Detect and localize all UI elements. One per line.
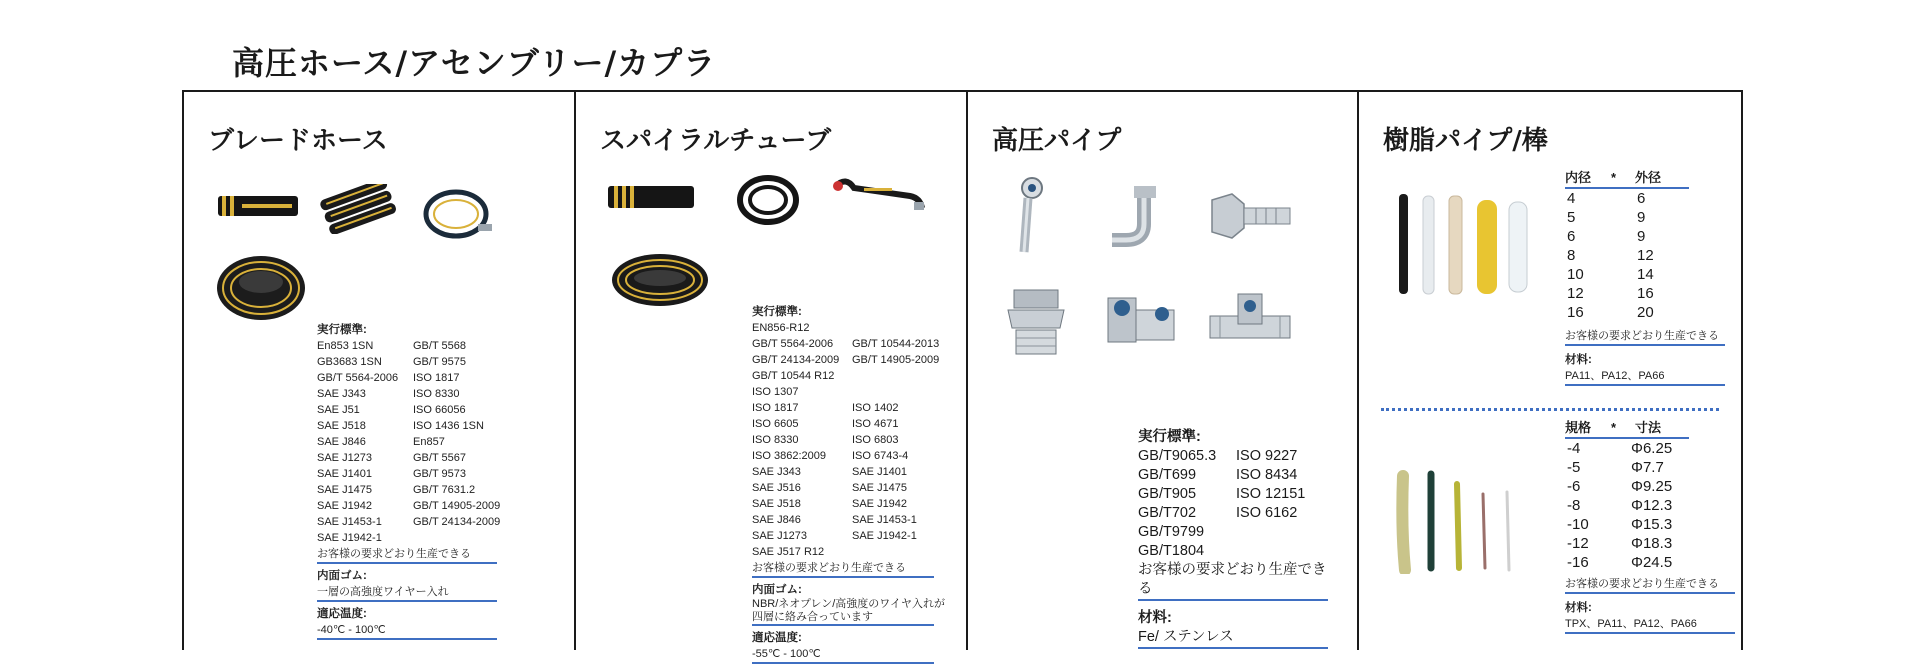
standard-item: SAE J846 xyxy=(752,514,801,526)
standard-item: SAE J846 xyxy=(317,436,366,448)
standard-item xyxy=(413,530,557,546)
size-cell: -4 xyxy=(1567,440,1581,457)
material-value: PA11、PA12、PA66 xyxy=(1565,368,1725,386)
standard-item xyxy=(852,320,952,336)
resin-rod-notes xyxy=(1565,576,1735,634)
elbow-fitting-icon xyxy=(1104,184,1168,256)
size-cell: -5 xyxy=(1567,459,1581,476)
elbow-adapter-icon xyxy=(1104,288,1180,356)
standard-item: ISO 8330 xyxy=(752,434,799,446)
temp-label: 適応温度: xyxy=(317,608,367,620)
standard-item: GB/T905 xyxy=(1138,486,1197,502)
column-separator: * xyxy=(1611,170,1617,185)
standard-item: GB/T9065.3 xyxy=(1138,448,1217,464)
size-cell: 12 xyxy=(1567,285,1584,302)
custom-note: お客様の要求どおり生産できる xyxy=(1565,576,1735,594)
standard-item: GB/T9799 xyxy=(1138,524,1205,540)
standard-item: SAE J1273 xyxy=(752,530,808,542)
temp-label: 適応温度: xyxy=(752,632,802,644)
material-label: 材料: xyxy=(1138,610,1172,626)
size-cell: 5 xyxy=(1567,209,1576,226)
temp-value: -40℃ - 100℃ xyxy=(317,622,497,640)
material-value: TPX、PA11、PA12、PA66 xyxy=(1565,616,1735,634)
hose-coil-icon xyxy=(214,252,308,324)
size-cell: Φ18.3 xyxy=(1631,535,1673,552)
inner-rubber-value: 四層に絡み合っています xyxy=(752,611,934,626)
resin-rods-icon xyxy=(1395,468,1525,574)
size-cell: 4 xyxy=(1567,190,1576,207)
standard-item: ISO 6743-4 xyxy=(852,450,909,462)
standard-item: GB/T 9573 xyxy=(413,468,466,480)
standard-item: SAE J1942 xyxy=(852,498,908,510)
ferrule-fitting-icon xyxy=(1208,190,1296,242)
panel-title: 樹脂パイプ/棒 xyxy=(1383,126,1548,156)
standard-item: SAE J516 xyxy=(752,482,801,494)
standard-item: SAE J1453-1 xyxy=(317,516,382,528)
custom-note: お客様の要求どおり生産できる xyxy=(1565,328,1725,346)
standard-item: SAE J1942-1 xyxy=(852,530,917,542)
size-cell: 10 xyxy=(1567,266,1584,283)
resin-pipes-icon xyxy=(1393,190,1533,300)
standard-item: GB/T 10544 R12 xyxy=(752,370,835,382)
product-grid xyxy=(182,90,1743,660)
standards-label: 実行標準: xyxy=(1138,429,1201,445)
standard-item: SAE J1453-1 xyxy=(852,514,917,526)
standard-item: ISO 4671 xyxy=(852,418,899,430)
table-header xyxy=(1565,168,1689,189)
section-divider xyxy=(1381,408,1719,411)
inner-rubber-value: NBR/ネオプレン/高強度のワイヤ入れが xyxy=(752,598,945,610)
size-cell: Φ6.25 xyxy=(1631,440,1673,457)
standard-item: ISO 9227 xyxy=(1236,448,1298,464)
standard-item: ISO 1436 1SN xyxy=(413,420,484,432)
page-title: 高圧ホース/アセンブリー/カプラ xyxy=(232,44,717,82)
standard-item: SAE J1401 xyxy=(852,466,908,478)
custom-note: お客様の要求どおり生産できる xyxy=(752,560,934,578)
size-rows xyxy=(1565,439,1735,572)
standard-item: ISO 1817 xyxy=(752,402,799,414)
standard-item: ISO 1402 xyxy=(852,402,899,414)
hose-coil-icon xyxy=(610,252,710,308)
panel-title: ブレードホース xyxy=(208,126,388,156)
size-cell: Φ15.3 xyxy=(1631,516,1673,533)
standards-label: 実行標準: xyxy=(317,324,367,336)
custom-note: お客様の要求どおり生産できる xyxy=(1138,561,1328,601)
tee-fitting-icon xyxy=(1208,292,1292,356)
size-cell: 9 xyxy=(1637,228,1646,245)
standard-item: ISO 3862:2009 xyxy=(752,450,827,462)
hose-segment-icon xyxy=(218,194,300,218)
size-cell: -12 xyxy=(1567,535,1589,552)
temp-value: -55℃ - 100℃ xyxy=(752,646,934,664)
inner-rubber-label: 内面ゴム: xyxy=(317,570,367,582)
standard-item: ISO 8330 xyxy=(413,388,460,400)
size-cell: Φ9.25 xyxy=(1631,478,1673,495)
hp-pipe-spec-block xyxy=(1138,428,1328,649)
standard-item: GB/T699 xyxy=(1138,467,1197,483)
standard-item: GB3683 1SN xyxy=(317,356,382,368)
standard-item: SAE J1475 xyxy=(852,482,908,494)
standard-item: GB/T 5567 xyxy=(413,452,466,464)
panel-resin-pipe xyxy=(1357,92,1741,650)
standard-item: GB/T 5568 xyxy=(413,340,466,352)
material-label: 材料: xyxy=(1565,602,1592,614)
standards-table xyxy=(1138,447,1328,561)
standard-item: SAE J51 xyxy=(317,404,360,416)
standard-item: ISO 66056 xyxy=(413,404,466,416)
standard-item: SAE J517 R12 xyxy=(752,546,825,558)
standard-item: SAE J343 xyxy=(317,388,366,400)
standard-item: SAE J343 xyxy=(752,466,801,478)
size-cell: -16 xyxy=(1567,554,1589,571)
standard-item xyxy=(852,368,952,384)
resin-pipe-table xyxy=(1565,168,1725,322)
standard-item xyxy=(1236,523,1328,542)
hose-assembly-icon xyxy=(420,184,496,244)
size-cell: 12 xyxy=(1637,247,1654,264)
size-cell: -10 xyxy=(1567,516,1589,533)
standard-item: EN856-R12 xyxy=(752,322,810,334)
material-value: Fe/ ステンレス xyxy=(1138,628,1328,649)
size-cell: 16 xyxy=(1567,304,1584,321)
size-cell: Φ7.7 xyxy=(1631,459,1664,476)
standards-table xyxy=(317,338,557,546)
size-cell: 16 xyxy=(1637,285,1654,302)
braided-spec-block xyxy=(317,322,557,640)
standard-item: GB/T1804 xyxy=(1138,543,1205,559)
size-cell: 8 xyxy=(1567,247,1576,264)
panel-hp-pipe xyxy=(966,92,1357,650)
custom-note: お客様の要求どおり生産できる xyxy=(317,546,497,564)
standard-item: GB/T 24134-2009 xyxy=(752,354,840,366)
column-header: 外径 xyxy=(1635,170,1662,185)
size-cell: 14 xyxy=(1637,266,1654,283)
resin-pipe-notes xyxy=(1565,328,1725,386)
standard-item: SAE J1942 xyxy=(317,500,373,512)
panel-braided-hose xyxy=(184,92,574,650)
standard-item xyxy=(852,384,952,400)
standard-item xyxy=(852,544,952,560)
hose-segment-icon xyxy=(608,184,696,210)
size-cell: 6 xyxy=(1567,228,1576,245)
standards-table xyxy=(752,320,952,560)
size-rows xyxy=(1565,189,1725,322)
standard-item: SAE J1401 xyxy=(317,468,373,480)
inner-rubber-value: 一層の高強度ワイヤー入れ xyxy=(317,584,497,602)
column-header: 寸法 xyxy=(1635,420,1662,435)
panel-title: スパイラルチューブ xyxy=(600,126,832,156)
standard-item: GB/T 5564-2006 xyxy=(317,372,399,384)
size-cell: Φ12.3 xyxy=(1631,497,1673,514)
standard-item: ISO 6803 xyxy=(852,434,899,446)
standard-item: GB/T 10544-2013 xyxy=(852,338,940,350)
panel-spiral-tube xyxy=(574,92,966,660)
hose-fitting-icon xyxy=(1006,176,1056,260)
standard-item: ISO 8434 xyxy=(1236,467,1298,483)
size-cell: -6 xyxy=(1567,478,1581,495)
spiral-spec-block xyxy=(752,304,952,664)
standard-item: En853 1SN xyxy=(317,340,374,352)
table-header xyxy=(1565,418,1689,439)
standard-item: GB/T 14905-2009 xyxy=(413,500,501,512)
standard-item: ISO 6605 xyxy=(752,418,799,430)
column-separator: * xyxy=(1611,420,1617,435)
material-label: 材料: xyxy=(1565,354,1592,366)
inner-rubber-label: 内面ゴム: xyxy=(752,584,802,596)
size-cell: 9 xyxy=(1637,209,1646,226)
standard-item: GB/T 9575 xyxy=(413,356,466,368)
size-cell: -8 xyxy=(1567,497,1581,514)
size-cell: 20 xyxy=(1637,304,1654,321)
adapter-fitting-icon xyxy=(1004,288,1068,358)
standard-item: SAE J518 xyxy=(752,498,801,510)
column-header: 内径 xyxy=(1565,170,1592,185)
standard-item: ISO 6162 xyxy=(1236,505,1298,521)
standards-label: 実行標準: xyxy=(752,306,802,318)
standard-item xyxy=(1236,542,1328,561)
panel-title: 高圧パイプ xyxy=(992,126,1122,156)
hose-bundle-icon xyxy=(316,184,402,234)
standard-item: SAE J1273 xyxy=(317,452,373,464)
standard-item: GB/T 14905-2009 xyxy=(852,354,940,366)
standard-item: ISO 12151 xyxy=(1236,486,1306,502)
standard-item: GB/T 5564-2006 xyxy=(752,338,834,350)
standard-item: ISO 1817 xyxy=(413,372,460,384)
standard-item: En857 xyxy=(413,436,445,448)
standard-item: SAE J518 xyxy=(317,420,366,432)
standard-item: GB/T702 xyxy=(1138,505,1197,521)
standard-item: SAE J1475 xyxy=(317,484,373,496)
standard-item: ISO 1307 xyxy=(752,386,799,398)
size-cell: 6 xyxy=(1637,190,1646,207)
hose-coil-icon xyxy=(734,172,804,228)
standard-item: SAE J1942-1 xyxy=(317,532,382,544)
resin-rod-table xyxy=(1565,418,1735,572)
column-header: 規格 xyxy=(1565,420,1592,435)
size-cell: Φ24.5 xyxy=(1631,554,1673,571)
standard-item: GB/T 24134-2009 xyxy=(413,516,501,528)
hose-assembly-icon xyxy=(830,174,926,214)
standard-item: GB/T 7631.2 xyxy=(413,484,476,496)
